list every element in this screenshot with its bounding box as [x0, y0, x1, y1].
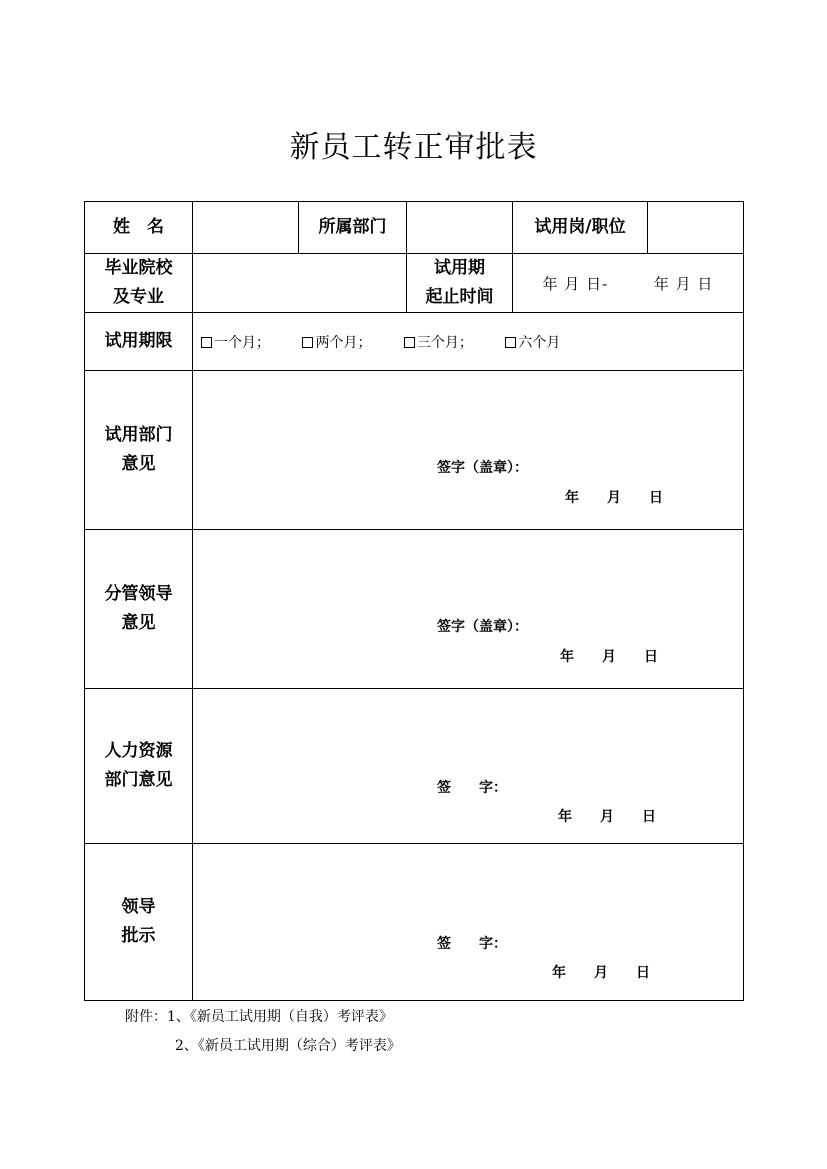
trial-dept-opinion-field[interactable]	[193, 371, 744, 530]
signature-date: 年 月 日	[565, 490, 663, 506]
checkbox-icon[interactable]	[404, 337, 415, 348]
checkbox-icon[interactable]	[302, 337, 313, 348]
school-major-label-line2: 及专业	[113, 287, 164, 307]
term-option-2-months[interactable]	[302, 332, 371, 352]
section-label-line1: 领导	[121, 897, 156, 917]
department-label: 所属部门	[299, 202, 407, 254]
position-label: 试用岗/职位	[513, 202, 648, 254]
leader-instruction-field[interactable]	[193, 844, 744, 1001]
probation-period-label-line1: 试用期	[434, 258, 485, 278]
signature-label: 签 字：	[437, 936, 507, 952]
checkbox-icon[interactable]	[505, 337, 516, 348]
school-major-label	[85, 254, 193, 313]
signature-date: 年 月 日	[560, 649, 658, 665]
date-range-end: 年 月 日	[653, 274, 714, 293]
signature-date: 年 月 日	[552, 965, 650, 981]
section-label-line2: 部门意见	[104, 770, 173, 790]
section-label-line2: 批示	[121, 926, 156, 946]
attachment-line-2: 2、《新员工试用期（综合）考评表》	[175, 1038, 401, 1054]
signature-label: 签字（盖章）：	[437, 619, 528, 635]
signature-label: 签字（盖章）：	[437, 460, 528, 476]
date-range-start: 年 月 日-	[542, 274, 609, 293]
term-option-6-months[interactable]	[505, 332, 560, 352]
trial-dept-opinion-label	[85, 371, 193, 530]
name-label: 姓 名	[85, 202, 193, 254]
attachment-line-1: 附件：1、《新员工试用期（自我）考评表》	[125, 1009, 393, 1025]
probation-term-label: 试用期限	[85, 313, 193, 371]
supervisor-opinion-label	[85, 530, 193, 689]
hr-opinion-field[interactable]	[193, 689, 744, 844]
name-field[interactable]	[193, 202, 299, 254]
section-label-line1: 试用部门	[104, 425, 173, 445]
section-label-line2: 意见	[121, 613, 156, 633]
term-option-label: 一个月；	[214, 334, 270, 351]
school-major-label-line1: 毕业院校	[104, 258, 173, 278]
section-label-line1: 人力资源	[104, 741, 173, 761]
hr-opinion-label	[85, 689, 193, 844]
checkbox-icon[interactable]	[201, 337, 212, 348]
probation-period-label	[407, 254, 513, 313]
probation-period-label-line2: 起止时间	[425, 287, 494, 307]
signature-label: 签 字：	[437, 780, 507, 796]
term-option-label: 两个月；	[315, 334, 372, 351]
term-option-1-month[interactable]	[201, 332, 270, 352]
section-label-line2: 意见	[121, 454, 156, 474]
term-option-3-months[interactable]	[404, 332, 473, 352]
approval-form-table	[84, 201, 744, 1001]
section-label-line1: 分管领导	[104, 584, 173, 604]
school-major-field[interactable]	[193, 254, 407, 313]
leader-instruction-label	[85, 844, 193, 1001]
supervisor-opinion-field[interactable]	[193, 530, 744, 689]
position-field[interactable]	[648, 202, 744, 254]
signature-date: 年 月 日	[558, 809, 656, 825]
probation-term-options	[193, 313, 744, 371]
term-option-label: 六个月	[518, 334, 561, 351]
department-field[interactable]	[407, 202, 513, 254]
probation-date-range-field[interactable]	[513, 254, 744, 313]
term-option-label: 三个月；	[416, 334, 473, 351]
page-title: 新员工转正审批表	[289, 130, 538, 165]
